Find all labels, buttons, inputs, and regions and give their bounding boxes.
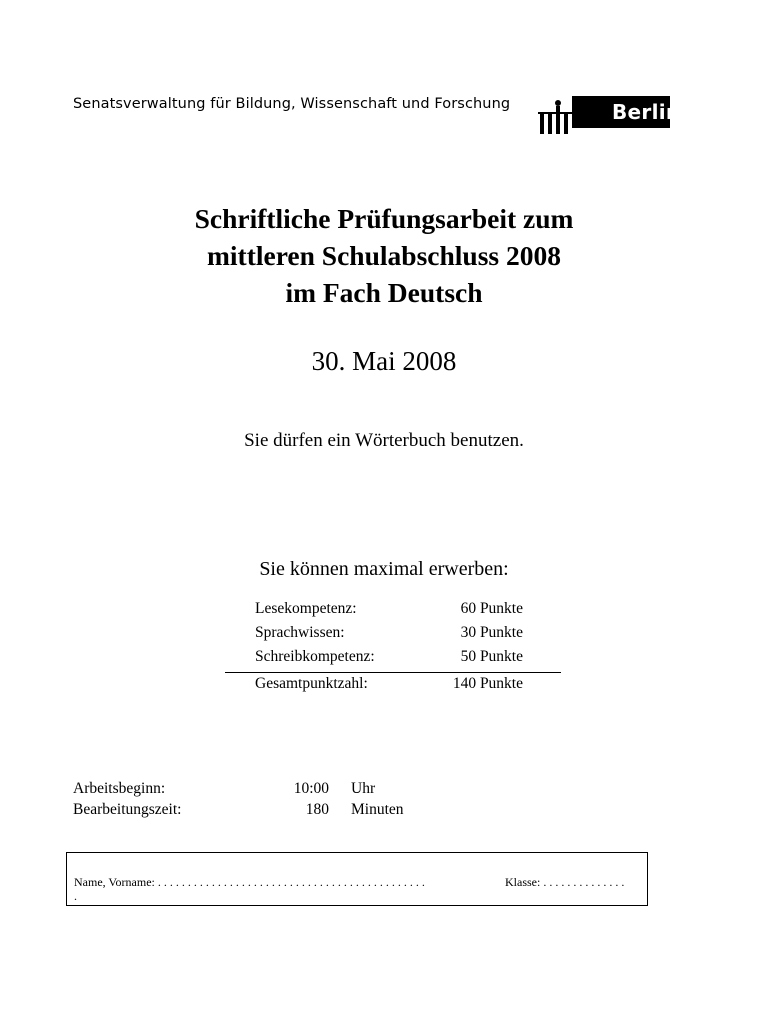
- points-label: Lesekompetenz:: [255, 600, 357, 617]
- exam-date: 30. Mai 2008: [311, 346, 457, 376]
- points-table: [225, 600, 561, 699]
- title-line-1: Schriftliche Prüfungsarbeit zum: [194, 203, 574, 234]
- points-row: [225, 600, 561, 624]
- logo-bar-icon: [556, 106, 560, 134]
- logo-text: Berlin: [612, 100, 681, 124]
- timing-row-duration: [73, 801, 473, 822]
- points-row: [225, 648, 561, 670]
- name-field[interactable]: Name, Vorname: . . . . . . . . . . . . . . . . . . . . . . . . . . . . . . . . . . . . . . . . . . . . .: [74, 875, 425, 889]
- duration-value: 180: [305, 801, 329, 818]
- logo-dot-icon: [555, 100, 561, 106]
- logo-bar-icon: [564, 114, 568, 134]
- authority-name: Senatsverwaltung für Bildung, Wissenschaft und Forschung: [73, 96, 511, 112]
- duration-unit: Minuten: [351, 801, 404, 818]
- dictionary-note: Sie dürfen ein Wörterbuch benutzen.: [244, 430, 524, 451]
- logo-bar-icon: [548, 114, 552, 134]
- points-divider: [225, 672, 561, 673]
- berlin-logo: [538, 96, 681, 136]
- points-label: Sprachwissen:: [255, 624, 345, 641]
- timing-row-start: [73, 780, 473, 801]
- student-info-box: [66, 852, 648, 906]
- points-value: 50 Punkte: [460, 648, 523, 665]
- title-line-3: im Fach Deutsch: [285, 277, 483, 308]
- logo-box: [572, 96, 681, 128]
- duration-label: Bearbeitungszeit:: [73, 801, 182, 818]
- points-value: 30 Punkte: [460, 624, 523, 641]
- points-value: 60 Punkte: [460, 600, 523, 617]
- points-total-label: Gesamtpunktzahl:: [255, 675, 368, 692]
- points-label: Schreibkompetenz:: [255, 648, 375, 665]
- timing-info: [73, 780, 473, 822]
- points-total-row: [225, 675, 561, 699]
- klasse-field[interactable]: Klasse: . . . . . . . . . . . . . .: [505, 875, 625, 889]
- name-field-trailing-dot: .: [74, 889, 77, 903]
- points-total-value: 140 Punkte: [452, 675, 523, 692]
- start-value: 10:00: [293, 780, 329, 797]
- points-row: [225, 624, 561, 648]
- start-unit: Uhr: [351, 780, 376, 797]
- logo-bar-icon: [540, 114, 544, 134]
- logo-beam-icon: [538, 112, 572, 114]
- points-heading: Sie können maximal erwerben:: [259, 558, 509, 580]
- title-line-2: mittleren Schulabschluss 2008: [207, 240, 561, 271]
- start-label: Arbeitsbeginn:: [73, 780, 166, 797]
- document-title: [0, 200, 768, 311]
